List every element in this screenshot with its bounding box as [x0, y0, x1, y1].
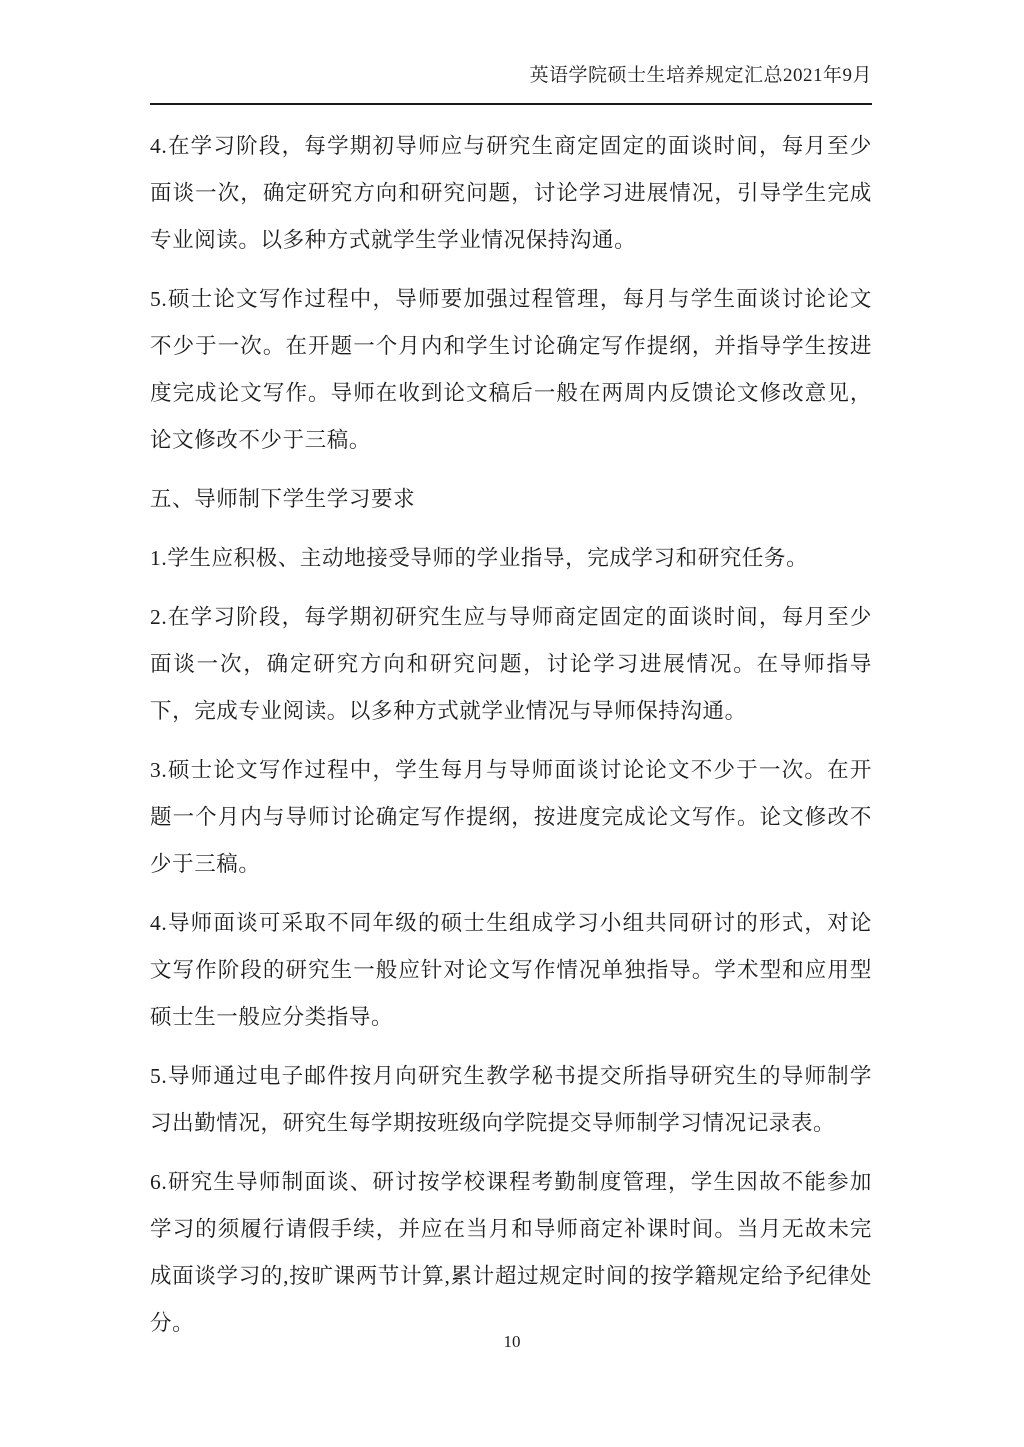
paragraph-student-item-3: 3.硕士论文写作过程中，学生每月与导师面谈讨论论文不少于一次。在开题一个月内与导师讨论确定写作提纲，按进度完成论文写作。论文修改不少于三稿。 [150, 758, 872, 876]
paragraph-advisor-item-4: 4.在学习阶段，每学期初导师应与研究生商定固定的面谈时间，每月至少面谈一次，确定研究方向和研究问题，讨论学习进展情况，引导学生完成专业阅读。以多种方式就学生学业情况保持沟通。 [150, 134, 872, 252]
page-header [150, 62, 872, 105]
paragraph-student-item-6: 6.研究生导师制面谈、研讨按学校课程考勤制度管理，学生因故不能参加学习的须履行请假手续，并应在当月和导师商定补课时间。当月无故未完成面谈学习的,按旷课两节计算,累计超过规定时间的按学籍规定给予纪律处分。 [150, 1170, 872, 1335]
paragraph-student-item-4: 4.导师面谈可采取不同年级的硕士生组成学习小组共同研讨的形式，对论文写作阶段的研究生一般应针对论文写作情况单独指导。学术型和应用型硕士生一般应分类指导。 [150, 911, 872, 1029]
header-title: 英语学院硕士生培养规定汇总2021年9月 [529, 65, 872, 86]
paragraph-student-item-2: 2.在学习阶段，每学期初研究生应与导师商定固定的面谈时间，每月至少面谈一次，确定研究方向和研究问题，讨论学习进展情况。在导师指导下，完成专业阅读。以多种方式就学业情况与导师保持沟通。 [150, 605, 872, 723]
document-body [150, 123, 872, 1347]
paragraph-student-item-1: 1.学生应积极、主动地接受导师的学业指导，完成学习和研究任务。 [150, 546, 809, 570]
paragraph-student-item-5: 5.导师通过电子邮件按月向研究生教学秘书提交所指导研究生的导师制学习出勤情况，研究生每学期按班级向学院提交导师制学习情况记录表。 [150, 1064, 872, 1135]
page-footer [0, 1332, 1024, 1352]
page-number: 10 [503, 1332, 521, 1351]
header-rule [150, 103, 872, 105]
paragraph-advisor-item-5: 5.硕士论文写作过程中，导师要加强过程管理，每月与学生面谈讨论论文不少于一次。在开题一个月内和学生讨论确定写作提纲，并指导学生按进度完成论文写作。导师在收到论文稿后一般在两周内反馈论文修改意见，论文修改不少于三稿。 [150, 287, 872, 452]
section-heading-five: 五、导师制下学生学习要求 [150, 487, 416, 511]
